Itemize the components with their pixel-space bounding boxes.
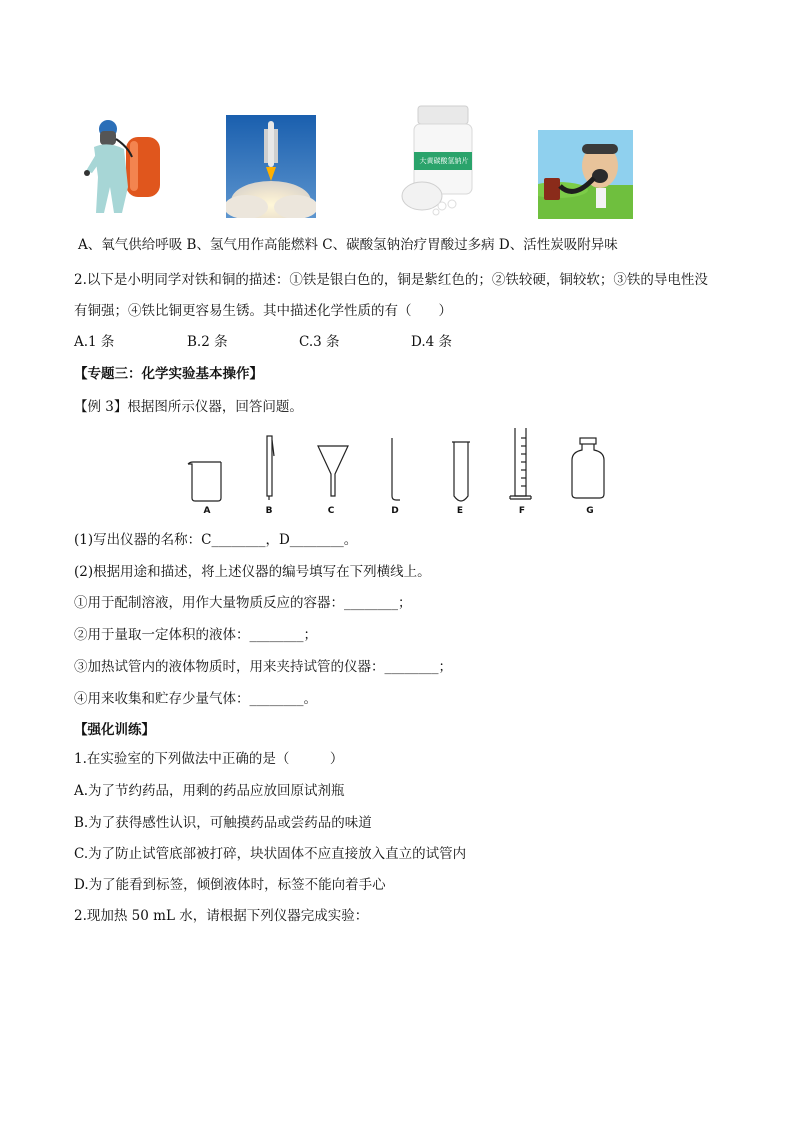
example3-question2: (2)根据用途和描述，将上述仪器的编号填写在下列横线上。 <box>74 564 431 580</box>
test-tube-icon <box>452 442 470 501</box>
oxygen-breathing-apparatus-photo <box>78 117 168 217</box>
topic3-heading: 【专题三：化学实验基本操作】 <box>74 366 263 382</box>
apparatus-label-b: B <box>265 506 273 516</box>
apparatus-label-d: D <box>391 506 399 516</box>
example3-question1: (1)写出仪器的名称：C________，D________。 <box>74 532 358 548</box>
gas-mask-photo <box>538 130 633 219</box>
training-q1: 1.在实验室的下列做法中正确的是（ ） <box>74 751 344 767</box>
apparatus-label-e: E <box>456 506 464 516</box>
beaker-icon <box>188 462 221 501</box>
picture-caption: A、氧气供给呼吸 B、氢气用作高能燃料 C、碳酸氢钠治疗胃酸过多病 D、活性炭吸附异味 <box>78 237 618 253</box>
bottle-label-text: 大黄碳酸氢钠片 <box>419 157 469 165</box>
training-q2: 2.现加热 50 mL 水，请根据下列仪器完成实验： <box>74 908 369 924</box>
apparatus-label-c: C <box>327 506 335 516</box>
example3-item-4: ④用来收集和贮存少量气体：________。 <box>74 691 317 707</box>
apparatus-figure <box>180 426 620 506</box>
apparatus-label-g: G <box>586 506 594 516</box>
apparatus-label-a: A <box>203 506 211 516</box>
training-heading: 【强化训练】 <box>74 722 155 738</box>
training-q1-option-b: B.为了获得感性认识，可触摸药品或尝药品的味道 <box>74 815 372 831</box>
example3-heading: 【例 3】根据图所示仪器，回答问题。 <box>74 399 303 415</box>
q2-option-c: C.3 条 <box>299 334 340 350</box>
bent-tube-icon <box>392 438 400 500</box>
apparatus-label-f: F <box>518 506 526 516</box>
training-q1-option-a: A.为了节约药品，用剩的药品应放回原试剂瓶 <box>74 783 345 799</box>
training-q1-option-d: D.为了能看到标签，倾倒液体时，标签不能向着手心 <box>74 877 386 893</box>
space-shuttle-launch-photo <box>226 115 316 218</box>
training-q1-option-c: C.为了防止试管底部被打碎，块状固体不应直接放入直立的试管内 <box>74 846 467 862</box>
q2-option-a: A.1 条 <box>74 334 115 350</box>
q2-line2: 有铜强；④铁比铜更容易生锈。其中描述化学性质的有（ ） <box>74 303 452 319</box>
q2-option-b: B.2 条 <box>187 334 228 350</box>
example3-item-3: ③加热试管内的液体物质时，用来夹持试管的仪器：________； <box>74 659 452 675</box>
test-tube-holder-icon <box>267 436 274 500</box>
sodium-bicarbonate-tablet-bottle-photo <box>388 104 478 216</box>
graduated-cylinder-icon <box>510 428 531 499</box>
example3-item-1: ①用于配制溶液，用作大量物质反应的容器：________； <box>74 595 412 611</box>
q2-line1: 2.以下是小明同学对铁和铜的描述：①铁是银白色的，铜是紫红色的；②铁较硬，铜较软；③铁的导电性没 <box>74 272 708 288</box>
q2-option-d: D.4 条 <box>411 334 453 350</box>
funnel-icon <box>318 446 348 496</box>
example3-item-2: ②用于量取一定体积的液体：________； <box>74 627 317 643</box>
gas-collecting-bottle-icon <box>572 438 604 498</box>
